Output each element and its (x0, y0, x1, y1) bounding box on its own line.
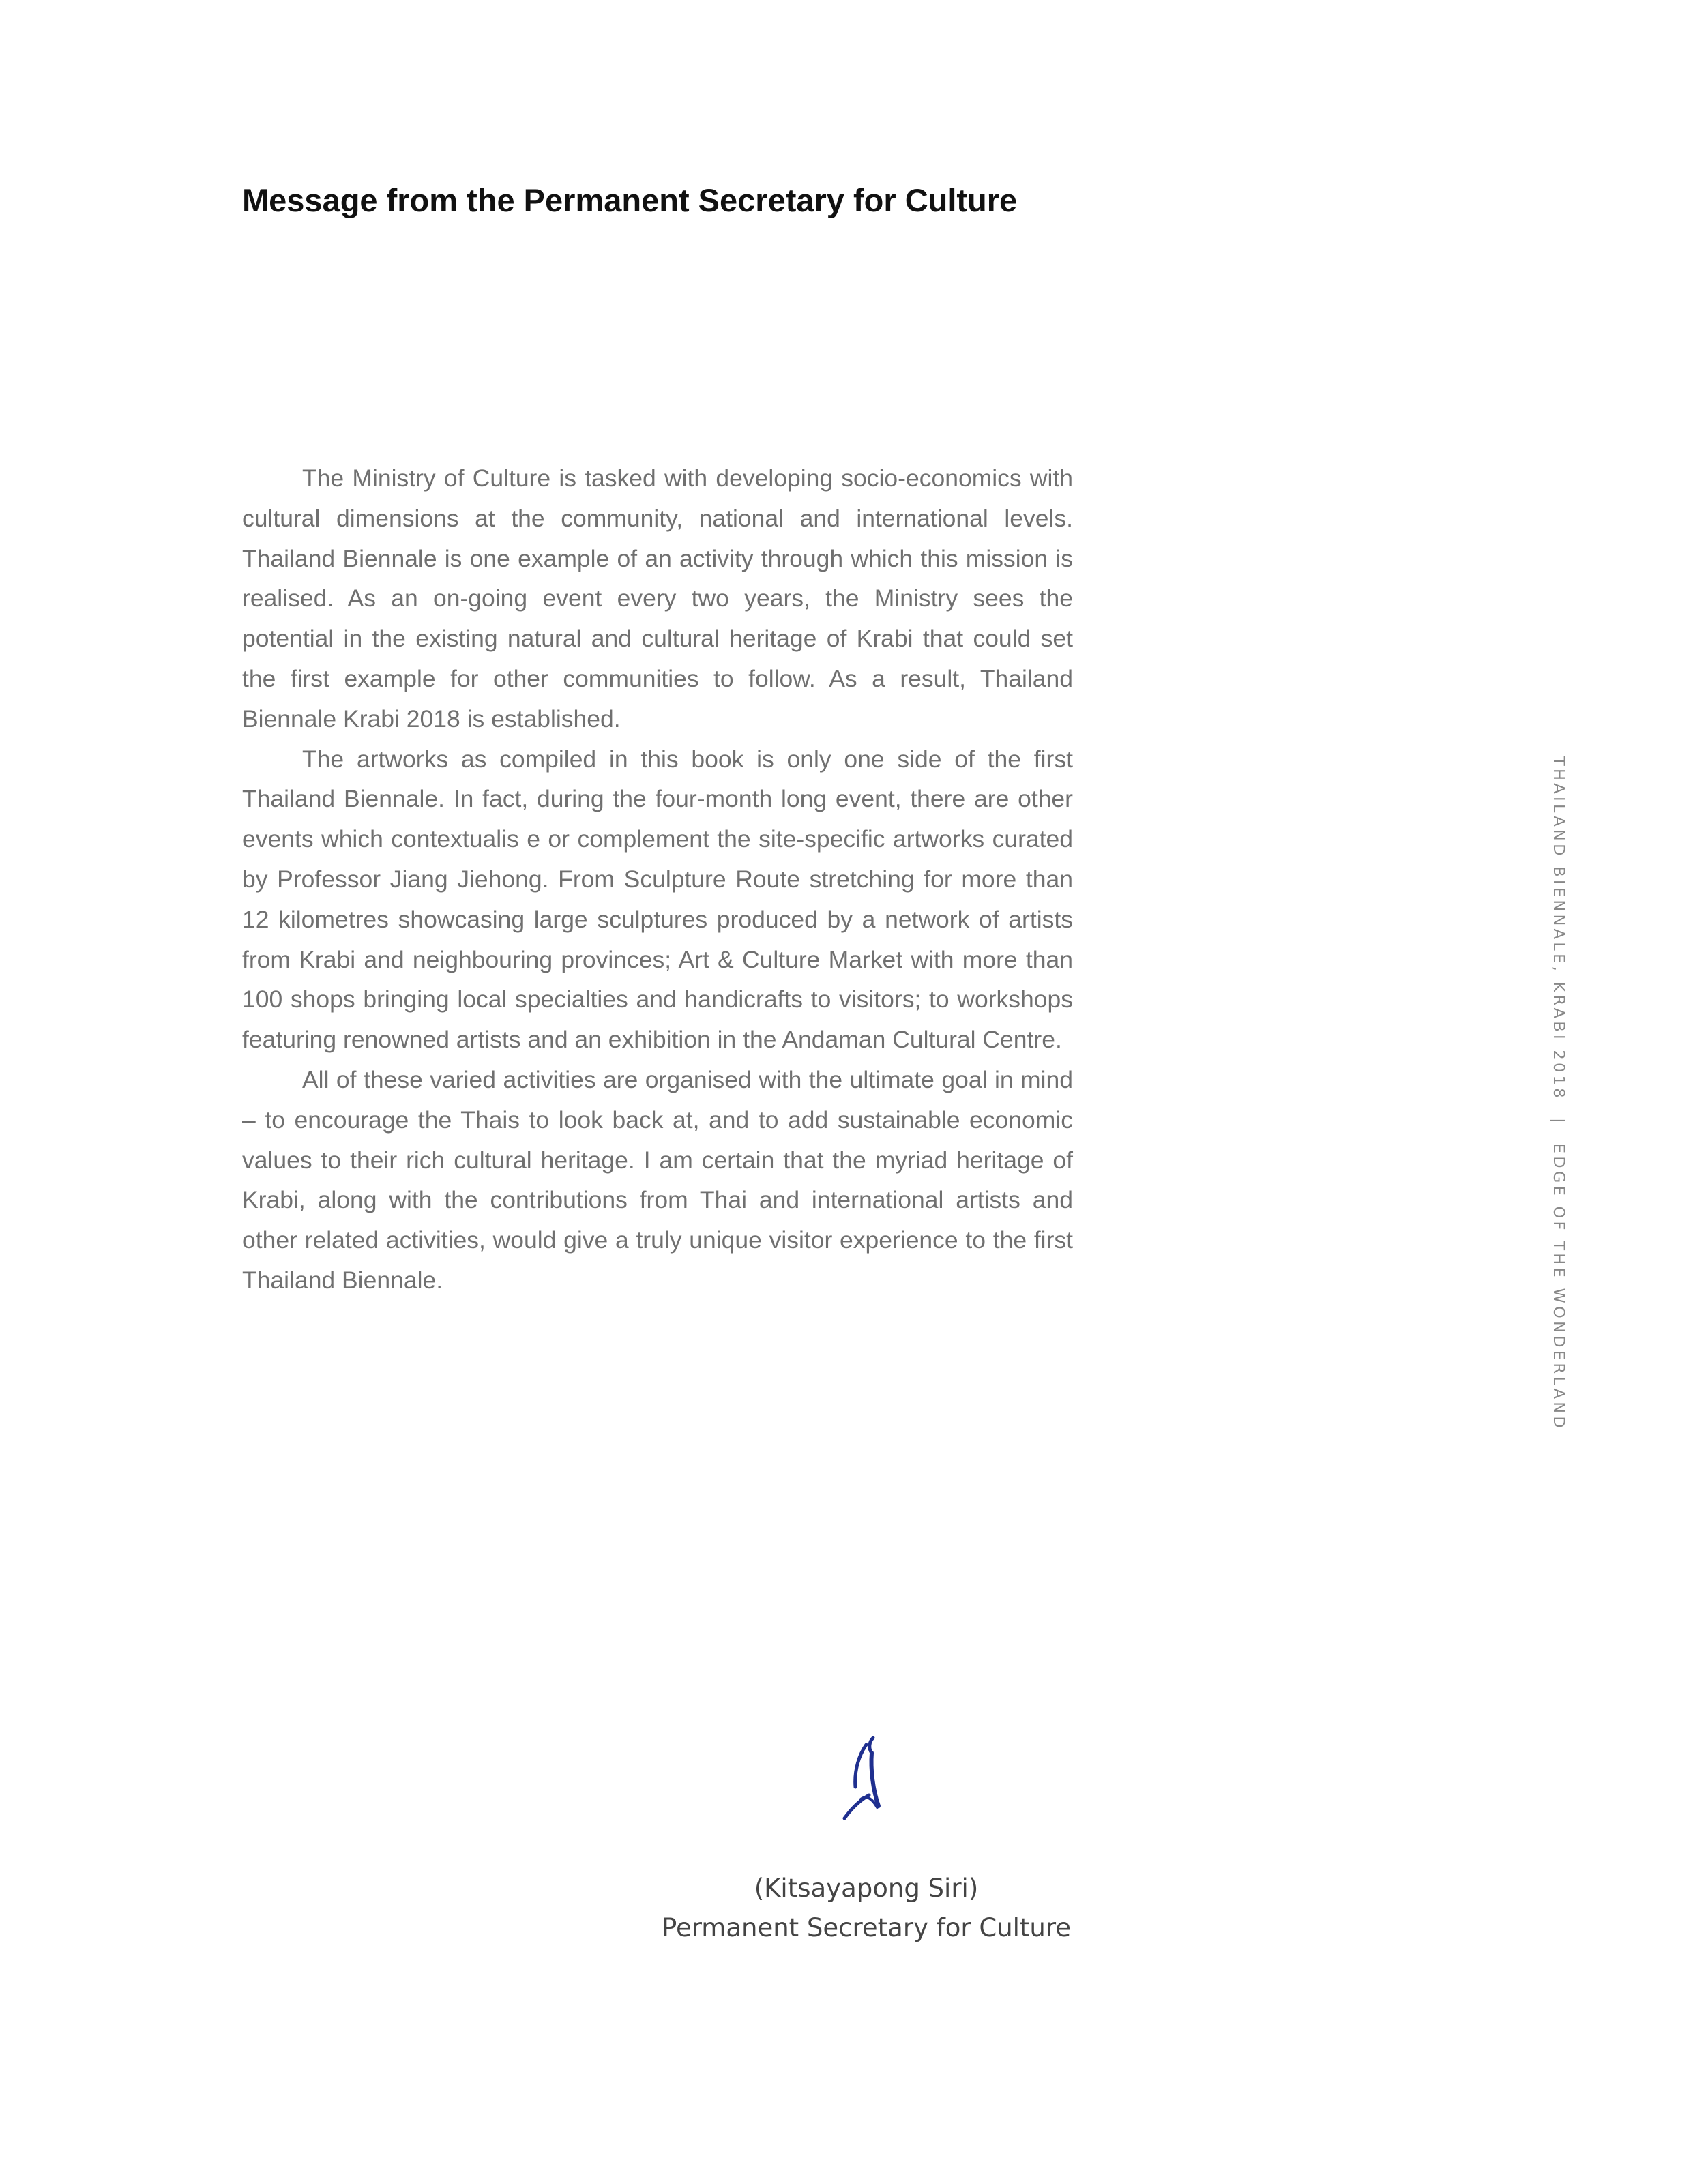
signatory-name: (Kitsayapong Siri) (754, 1874, 979, 1903)
body-paragraph-1: The Ministry of Culture is tasked with developing socio-economics with cultural dimensions at the community, national and international levels. Thailand Biennale is one example of an activity through which this mission is realised. As an on-going event every two years, the Ministry sees the potential in the existing natural and cultural heritage of Krabi that could set the first example for other communities to follow. As a result, Thailand Biennale Krabi 2018 is established. (242, 464, 1073, 733)
page-title: Message from the Permanent Secretary for Culture (242, 182, 1018, 218)
body-paragraph-2: The artworks as compiled in this book is only one side of the first Thailand Biennale. In fact, during the four-month long event, there are other events which contextualis e or complement the site-specific artworks curated by Professor Jiang Jiehong. From Sculpture Route stretching for more than 12 kilometres showcasing large sculptures produced by a network of artists from Krabi and neighbouring provinces; Art & Culture Market with more than 100 shops bringing local specialties and handicrafts to visitors; to workshops featuring renowned artists and an exhibition in the Andaman Cultural Centre. (242, 745, 1073, 1054)
body-paragraph-3: All of these varied activities are organised with the ultimate goal in mind – to encourage the Thais to look back at, and to add sustainable economic values to their rich cultural heritage. I am certain that the myriad heritage of Krabi, along with the contributions from Thai and international artists and other related activities, would give a truly unique visitor experience to the first Thailand Biennale. (242, 1065, 1073, 1294)
signatory-position: Permanent Secretary for Culture (661, 1913, 1072, 1942)
handwritten-signature (839, 1732, 900, 1821)
running-header-left: THAILAND BIENNALE, KRABI 2018 (1550, 756, 1567, 1101)
running-header-separator: | (1550, 1118, 1567, 1127)
side-running-header (1545, 756, 1572, 1432)
signatory-block (655, 1869, 1078, 1948)
running-header-right: EDGE OF THE WONDERLAND (1550, 1143, 1567, 1432)
message-body (242, 458, 1073, 1301)
